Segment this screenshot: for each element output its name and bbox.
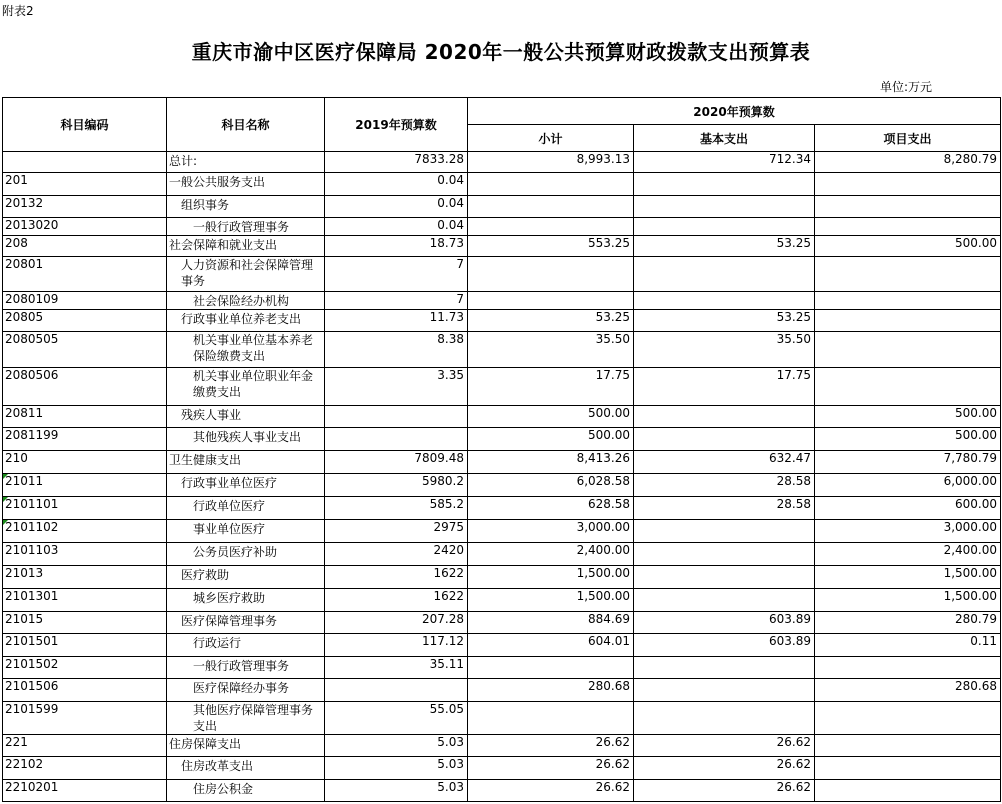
- table-row: [3, 520, 1001, 543]
- basic-cell: [634, 543, 815, 566]
- name-cell: 医疗救助: [167, 566, 325, 589]
- project-cell: 1,500.00: [815, 589, 1001, 612]
- table-row: [3, 406, 1001, 428]
- header-basic: 基本支出: [634, 125, 815, 152]
- code-cell: 2080506: [3, 368, 167, 406]
- basic-cell: 28.58: [634, 474, 815, 497]
- subtotal-cell: 1,500.00: [468, 566, 634, 589]
- table-row: [3, 236, 1001, 257]
- subtotal-cell: 53.25: [468, 310, 634, 332]
- project-cell: 2,400.00: [815, 543, 1001, 566]
- project-cell: [815, 368, 1001, 406]
- table-row: [3, 589, 1001, 612]
- name-cell: 住房保障支出: [167, 735, 325, 757]
- prev-year-cell: 7: [325, 257, 468, 292]
- name-cell: 行政单位医疗: [167, 497, 325, 520]
- name-cell: 社会保障和就业支出: [167, 236, 325, 257]
- project-cell: [815, 332, 1001, 368]
- basic-cell: [634, 589, 815, 612]
- project-cell: 280.68: [815, 679, 1001, 702]
- name-cell: 住房公积金: [167, 780, 325, 802]
- name-cell: 其他医疗保障管理事务支出: [167, 702, 325, 735]
- table-row: [3, 780, 1001, 802]
- project-cell: 280.79: [815, 612, 1001, 634]
- project-cell: [815, 173, 1001, 196]
- subtotal-cell: 3,000.00: [468, 520, 634, 543]
- header-code: 科目编码: [3, 98, 167, 152]
- project-cell: [815, 218, 1001, 236]
- code-cell: 20811: [3, 406, 167, 428]
- code-cell: 201: [3, 173, 167, 196]
- basic-cell: 632.47: [634, 451, 815, 474]
- name-cell: 行政运行: [167, 634, 325, 657]
- name-cell: 卫生健康支出: [167, 451, 325, 474]
- code-cell: 2210201: [3, 780, 167, 802]
- table-row: [3, 196, 1001, 218]
- name-cell: 住房改革支出: [167, 757, 325, 780]
- subtotal-cell: [468, 702, 634, 735]
- subtotal-cell: 2,400.00: [468, 543, 634, 566]
- prev-year-cell: 5.03: [325, 780, 468, 802]
- name-cell: 社会保险经办机构: [167, 292, 325, 310]
- code-cell: 2101101: [3, 497, 167, 520]
- project-cell: 8,280.79: [815, 152, 1001, 173]
- subtotal-cell: 1,500.00: [468, 589, 634, 612]
- code-cell: 2081199: [3, 428, 167, 451]
- basic-cell: [634, 520, 815, 543]
- basic-cell: [634, 292, 815, 310]
- code-cell: 2101301: [3, 589, 167, 612]
- project-cell: [815, 757, 1001, 780]
- code-cell: 2101501: [3, 634, 167, 657]
- basic-cell: [634, 657, 815, 679]
- name-cell: 组织事务: [167, 196, 325, 218]
- project-cell: [815, 657, 1001, 679]
- subtotal-cell: 26.62: [468, 780, 634, 802]
- code-cell: 21011: [3, 474, 167, 497]
- table-row: [3, 702, 1001, 735]
- name-cell: 其他残疾人事业支出: [167, 428, 325, 451]
- code-cell: 20801: [3, 257, 167, 292]
- table-row: [3, 757, 1001, 780]
- unit-label: 单位:万元: [880, 80, 933, 94]
- subtotal-cell: [468, 657, 634, 679]
- prev-year-cell: [325, 406, 468, 428]
- table-row: [3, 310, 1001, 332]
- sheet-label: 附表2: [2, 4, 34, 18]
- basic-cell: 712.34: [634, 152, 815, 173]
- code-cell: 2101502: [3, 657, 167, 679]
- subtotal-cell: 553.25: [468, 236, 634, 257]
- table-row: [3, 634, 1001, 657]
- table-row: [3, 257, 1001, 292]
- subtotal-cell: 500.00: [468, 406, 634, 428]
- name-cell: 一般公共服务支出: [167, 173, 325, 196]
- header-prev-year: 2019年预算数: [325, 98, 468, 152]
- table-row: [3, 218, 1001, 236]
- project-cell: [815, 780, 1001, 802]
- code-cell: 208: [3, 236, 167, 257]
- project-cell: [815, 257, 1001, 292]
- code-cell: 2080109: [3, 292, 167, 310]
- name-cell: 残疾人事业: [167, 406, 325, 428]
- basic-cell: [634, 218, 815, 236]
- name-cell: 城乡医疗救助: [167, 589, 325, 612]
- table-row: [3, 543, 1001, 566]
- subtotal-cell: 8,413.26: [468, 451, 634, 474]
- prev-year-cell: 55.05: [325, 702, 468, 735]
- table-row: [3, 173, 1001, 196]
- basic-cell: 53.25: [634, 310, 815, 332]
- code-cell: 2080505: [3, 332, 167, 368]
- subtotal-cell: 884.69: [468, 612, 634, 634]
- project-cell: 1,500.00: [815, 566, 1001, 589]
- prev-year-cell: 7833.28: [325, 152, 468, 173]
- basic-cell: [634, 566, 815, 589]
- table-row: [3, 735, 1001, 757]
- table-row: [3, 566, 1001, 589]
- prev-year-cell: [325, 428, 468, 451]
- basic-cell: [634, 173, 815, 196]
- basic-cell: [634, 428, 815, 451]
- code-cell: 20805: [3, 310, 167, 332]
- page-title: 重庆市渝中区医疗保障局 2020年一般公共预算财政拨款支出预算表: [191, 40, 811, 64]
- prev-year-cell: 1622: [325, 566, 468, 589]
- prev-year-cell: 1622: [325, 589, 468, 612]
- basic-cell: 53.25: [634, 236, 815, 257]
- name-cell: 行政事业单位养老支出: [167, 310, 325, 332]
- basic-cell: [634, 257, 815, 292]
- name-cell: 行政事业单位医疗: [167, 474, 325, 497]
- basic-cell: 17.75: [634, 368, 815, 406]
- project-cell: [815, 702, 1001, 735]
- project-cell: [815, 292, 1001, 310]
- code-cell: 2013020: [3, 218, 167, 236]
- table-row: [3, 152, 1001, 173]
- prev-year-cell: 117.12: [325, 634, 468, 657]
- name-cell: 医疗保障经办事务: [167, 679, 325, 702]
- subtotal-cell: [468, 292, 634, 310]
- header-name: 科目名称: [167, 98, 325, 152]
- project-cell: 7,780.79: [815, 451, 1001, 474]
- project-cell: 0.11: [815, 634, 1001, 657]
- subtotal-cell: 17.75: [468, 368, 634, 406]
- project-cell: 500.00: [815, 428, 1001, 451]
- prev-year-cell: 0.04: [325, 218, 468, 236]
- header-current-year: 2020年预算数: [468, 98, 1001, 125]
- prev-year-cell: 5.03: [325, 757, 468, 780]
- project-cell: 6,000.00: [815, 474, 1001, 497]
- name-cell: 一般行政管理事务: [167, 657, 325, 679]
- table-row: [3, 332, 1001, 368]
- code-cell: 2101506: [3, 679, 167, 702]
- project-cell: [815, 196, 1001, 218]
- subtotal-cell: 6,028.58: [468, 474, 634, 497]
- subtotal-cell: 500.00: [468, 428, 634, 451]
- basic-cell: 603.89: [634, 612, 815, 634]
- code-cell: 210: [3, 451, 167, 474]
- table-row: [3, 292, 1001, 310]
- name-cell: 事业单位医疗: [167, 520, 325, 543]
- code-cell: 20132: [3, 196, 167, 218]
- prev-year-cell: 7809.48: [325, 451, 468, 474]
- basic-cell: 28.58: [634, 497, 815, 520]
- table-row: [3, 428, 1001, 451]
- prev-year-cell: 7: [325, 292, 468, 310]
- prev-year-cell: [325, 679, 468, 702]
- prev-year-cell: 585.2: [325, 497, 468, 520]
- basic-cell: [634, 702, 815, 735]
- subtotal-cell: [468, 218, 634, 236]
- name-cell: 一般行政管理事务: [167, 218, 325, 236]
- basic-cell: [634, 406, 815, 428]
- prev-year-cell: 3.35: [325, 368, 468, 406]
- subtotal-cell: 35.50: [468, 332, 634, 368]
- subtotal-cell: 26.62: [468, 735, 634, 757]
- code-cell: 21015: [3, 612, 167, 634]
- subtotal-cell: [468, 173, 634, 196]
- subtotal-cell: 26.62: [468, 757, 634, 780]
- prev-year-cell: 35.11: [325, 657, 468, 679]
- code-cell: 21013: [3, 566, 167, 589]
- code-cell: 221: [3, 735, 167, 757]
- table-row: [3, 474, 1001, 497]
- project-cell: 600.00: [815, 497, 1001, 520]
- code-cell: 22102: [3, 757, 167, 780]
- basic-cell: [634, 679, 815, 702]
- name-cell: 公务员医疗补助: [167, 543, 325, 566]
- prev-year-cell: 0.04: [325, 196, 468, 218]
- subtotal-cell: 8,993.13: [468, 152, 634, 173]
- name-cell: 医疗保障管理事务: [167, 612, 325, 634]
- table-row: [3, 679, 1001, 702]
- project-cell: [815, 735, 1001, 757]
- table-row: [3, 497, 1001, 520]
- project-cell: 500.00: [815, 406, 1001, 428]
- name-cell: 总计:: [167, 152, 325, 173]
- subtotal-cell: [468, 196, 634, 218]
- subtotal-cell: [468, 257, 634, 292]
- header-project: 项目支出: [815, 125, 1001, 152]
- code-cell: [3, 152, 167, 173]
- budget-table: [2, 97, 1001, 802]
- table-row: [3, 368, 1001, 406]
- prev-year-cell: 0.04: [325, 173, 468, 196]
- table-row: [3, 612, 1001, 634]
- code-cell: 2101103: [3, 543, 167, 566]
- project-cell: 3,000.00: [815, 520, 1001, 543]
- table-row: [3, 657, 1001, 679]
- project-cell: 500.00: [815, 236, 1001, 257]
- basic-cell: [634, 196, 815, 218]
- subtotal-cell: 280.68: [468, 679, 634, 702]
- subtotal-cell: 628.58: [468, 497, 634, 520]
- basic-cell: 26.62: [634, 780, 815, 802]
- prev-year-cell: 11.73: [325, 310, 468, 332]
- basic-cell: 26.62: [634, 735, 815, 757]
- name-cell: 机关事业单位基本养老保险缴费支出: [167, 332, 325, 368]
- prev-year-cell: 207.28: [325, 612, 468, 634]
- header-subtotal: 小计: [468, 125, 634, 152]
- code-cell: 2101599: [3, 702, 167, 735]
- prev-year-cell: 2420: [325, 543, 468, 566]
- name-cell: 机关事业单位职业年金缴费支出: [167, 368, 325, 406]
- prev-year-cell: 5.03: [325, 735, 468, 757]
- prev-year-cell: 2975: [325, 520, 468, 543]
- basic-cell: 603.89: [634, 634, 815, 657]
- project-cell: [815, 310, 1001, 332]
- code-cell: 2101102: [3, 520, 167, 543]
- prev-year-cell: 8.38: [325, 332, 468, 368]
- prev-year-cell: 18.73: [325, 236, 468, 257]
- prev-year-cell: 5980.2: [325, 474, 468, 497]
- name-cell: 人力资源和社会保障管理事务: [167, 257, 325, 292]
- basic-cell: 26.62: [634, 757, 815, 780]
- subtotal-cell: 604.01: [468, 634, 634, 657]
- basic-cell: 35.50: [634, 332, 815, 368]
- table-row: [3, 451, 1001, 474]
